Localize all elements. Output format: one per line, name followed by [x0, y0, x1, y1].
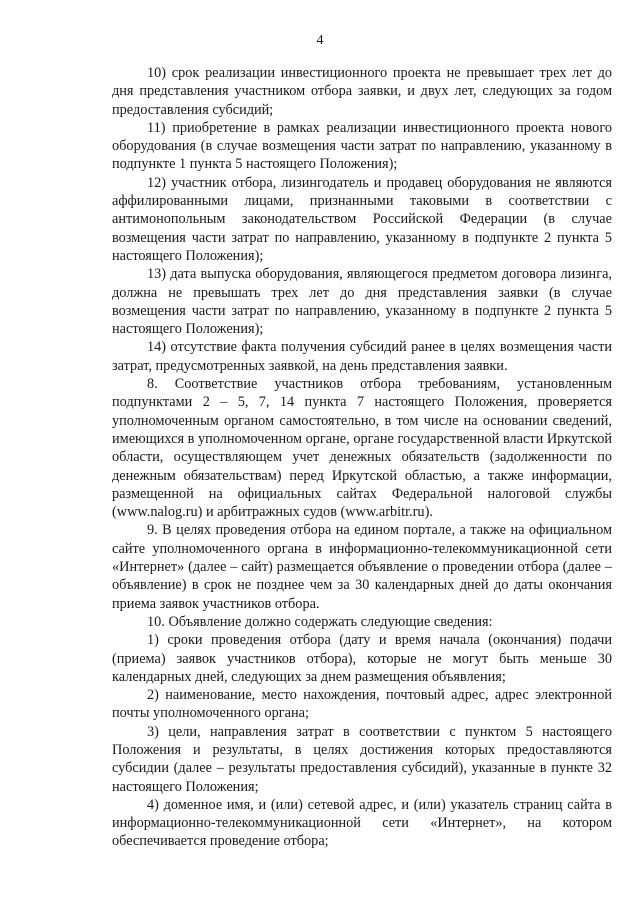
page-number: 4 [316, 33, 324, 48]
paragraph-subitem-12: 12) участник отбора, лизингодатель и продавец оборудования не являются аффилированными лицами, признанными таковыми в соответствии с антимонопольным законодательством Российской Федерации (в случае возмещения части затрат по направлению, указанному в подпункте 2 пункта 5 настоящего Положения); [112, 174, 612, 264]
paragraph-announcement-2: 2) наименование, место нахождения, почтовый адрес, адрес электронной почты уполномоченного органа; [112, 687, 612, 722]
paragraph-subitem-10: 10) срок реализации инвестиционного проекта не превышает трех лет до дня представления участником отбора заявки, и двух лет, следующих за годом предоставления субсидий; [112, 65, 612, 118]
paragraph-announcement-1: 1) сроки проведения отбора (дату и время начала (окончания) подачи (приема) заявок участников отбора), которые не могут быть меньше 30 календарных дней, следующих за днем размещения объявления; [112, 632, 612, 685]
paragraph-item-8: 8. Соответствие участников отбора требованиям, установленным подпунктами 2 – 5, 7, 14 пункта 7 настоящего Положения, проверяется уполномоченным органом самостоятельно, в том числе на основании сведений, имеющихся в уполномоченном органе, органе государственной власти Иркутской области, осуществляющем учет денежных обязательств (задолженности по денежным обязательствам) перед Иркутской областью, а также информации, размещенной на официальных сайтах Федеральной налоговой службы (www.nalog.ru) и арбитражных судов (www.arbitr.ru). [112, 376, 612, 521]
paragraph-item-10: 10. Объявление должно содержать следующие сведения: [147, 613, 493, 630]
paragraph-subitem-14: 14) отсутствие факта получения субсидий ранее в целях возмещения части затрат, предусмотренных заявкой, на день представления заявки. [112, 339, 612, 374]
paragraph-subitem-13: 13) дата выпуска оборудования, являющегося предметом договора лизинга, должна не превышать трех лет до дня представления заявки (в случае возмещения части затрат по направлению, указанному в подпункте 2 пункта 5 настоящего Положения); [112, 266, 612, 338]
document-body [112, 64, 612, 851]
paragraph-subitem-11: 11) приобретение в рамках реализации инвестиционного проекта нового оборудования (в случае возмещения части затрат по направлению, указанному в подпункте 1 пункта 5 настоящего Положения); [112, 119, 612, 173]
paragraph-announcement-4: 4) доменное имя, и (или) сетевой адрес, и (или) указатель страниц сайта в информационно-телекоммуникационной сети «Интернет», на котором обеспечивается проведение отбора; [112, 796, 612, 850]
paragraph-item-9: 9. В целях проведения отбора на едином портале, а также на официальном сайте уполномоченного органа в информационно-телекоммуникационной сети «Интернет» (далее – сайт) размещается объявление о проведении отбора (далее – объявление) в срок не позднее чем за 30 календарных дней до даты окончания приема заявок участников отбора. [112, 522, 612, 612]
paragraph-announcement-3: 3) цели, направления затрат в соответствии с пунктом 5 настоящего Положения и результаты, в целях достижения которых предоставляются субсидии (далее – результаты предоставления субсидий), указанные в пункте 32 настоящего Положения; [112, 723, 612, 795]
